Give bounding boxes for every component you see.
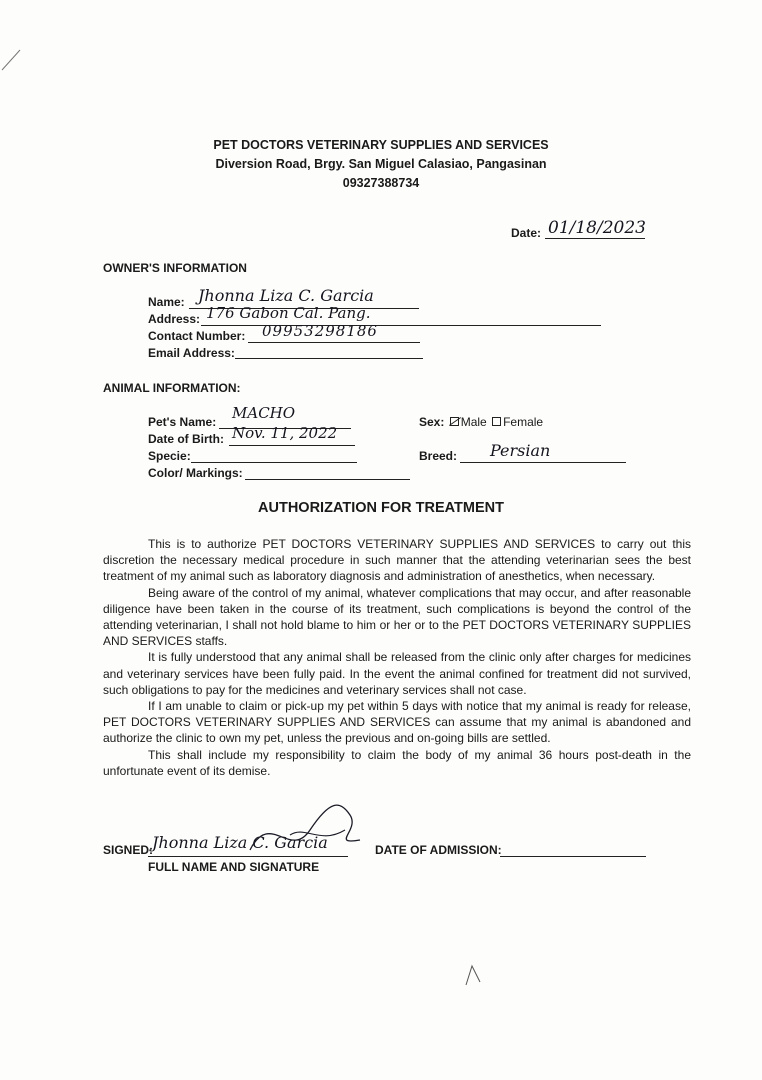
contact-value: 09953298186 xyxy=(262,322,378,340)
scan-mark xyxy=(458,960,488,990)
email-label: Email Address: xyxy=(148,346,235,360)
address-label: Address: xyxy=(148,312,201,326)
female-label: Female xyxy=(503,415,544,429)
contact-label: Contact Number: xyxy=(148,329,246,343)
company-name: PET DOCTORS VETERINARY SUPPLIES AND SERVICES xyxy=(213,138,549,152)
color-line[interactable] xyxy=(245,465,410,480)
authorization-title: AUTHORIZATION FOR TREATMENT xyxy=(258,500,504,516)
admission-line[interactable] xyxy=(500,842,646,857)
admission-label: DATE OF ADMISSION: xyxy=(375,843,502,857)
authorization-paragraph: It is fully understood that any animal shall be released from the clinic only after charges for medicines and veterinary services have been fully paid. In the event the animal confined for treatment did not survived, such obligations to pay for the medicines and veterinary services shall not case. xyxy=(103,650,691,697)
breed-value: Persian xyxy=(490,441,551,460)
pet-name-label: Pet's Name: xyxy=(148,415,217,429)
female-checkbox[interactable] xyxy=(492,417,501,426)
breed-label: Breed: xyxy=(419,449,458,463)
authorization-paragraph: This shall include my responsibility to claim the body of my animal 36 hours post-death in the unfortunate event of its demise. xyxy=(103,747,691,778)
email-line[interactable] xyxy=(235,344,423,359)
name-label: Name: xyxy=(148,295,185,309)
handwritten-signature xyxy=(230,790,370,865)
specie-line[interactable] xyxy=(191,448,357,463)
color-label: Color/ Markings: xyxy=(148,466,243,480)
signature-name-value: Jhonna Liza C. Garcia xyxy=(152,833,328,852)
signed-label: SIGNED: xyxy=(103,843,154,857)
company-phone: 09327388734 xyxy=(342,176,420,190)
male-label: Male xyxy=(460,415,487,429)
scan-mark xyxy=(0,40,40,80)
signature-caption: FULL NAME AND SIGNATURE xyxy=(148,860,320,874)
male-checkbox[interactable] xyxy=(450,417,459,426)
specie-label: Specie: xyxy=(148,449,191,463)
animal-heading: ANIMAL INFORMATION: xyxy=(103,381,241,395)
letterhead xyxy=(0,136,762,193)
name-value: Jhonna Liza C. Garcia xyxy=(198,286,374,305)
dob-label: Date of Birth: xyxy=(148,432,224,446)
owner-heading: OWNER'S INFORMATION xyxy=(103,261,247,275)
sex-field xyxy=(419,415,543,429)
pet-name-value: MACHO xyxy=(232,404,296,422)
address-value: 176 Gabon Cal. Pang. xyxy=(206,304,371,322)
date-label: Date: xyxy=(511,226,542,240)
date-value: 01/18/2023 xyxy=(548,218,646,238)
authorization-body xyxy=(103,536,691,779)
authorization-paragraph: Being aware of the control of my animal, whatever complications that may occur, and after reasonable diligence have been taken in the course of its treatment, such complications is beyond the control of the attending veterinarian, I shall not hold blame to him or her or to the PET DOCTORS VETERINARY SUPPLIES AND SERVICES staffs. xyxy=(103,585,691,649)
authorization-paragraph: This is to authorize PET DOCTORS VETERINARY SUPPLIES AND SERVICES to carry out this discretion the necessary medical procedure in such manner that the attending veterinarian sees the best treatment of my animal such as laboratory diagnosis and administration of anesthetics, when necessary. xyxy=(103,537,691,584)
authorization-paragraph: If I am unable to claim or pick-up my pet within 5 days with notice that my animal is ready for release, PET DOCTORS VETERINARY SUPPLIES AND SERVICES can assume that my animal is abandoned and authorize the clinic to own my pet, unless the previous and on-going bills are settled. xyxy=(103,699,691,746)
dob-value: Nov. 11, 2022 xyxy=(232,424,338,442)
company-address: Diversion Road, Brgy. San Miguel Calasiao, Pangasinan xyxy=(215,157,547,171)
sex-label: Sex: xyxy=(419,415,445,429)
